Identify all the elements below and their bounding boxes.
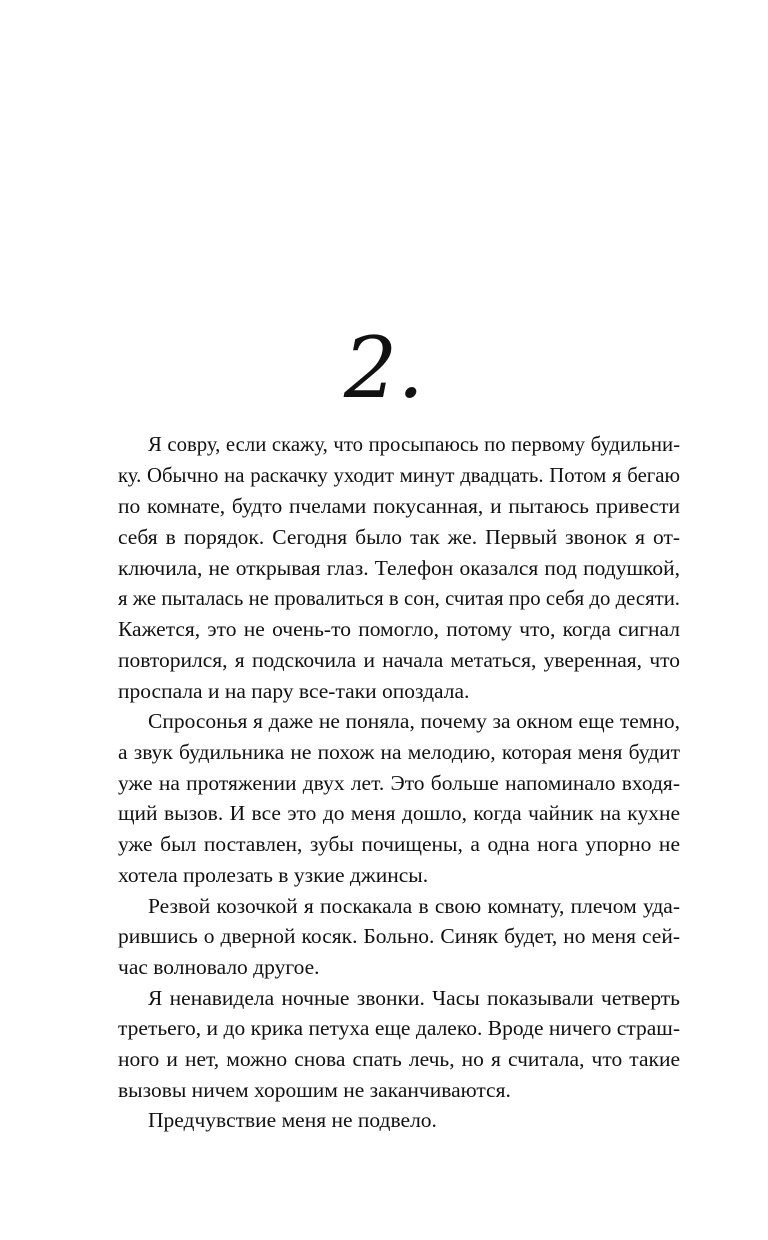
- body-text: [118, 430, 680, 1136]
- text-line: проспала и на пару все-таки опоздала.: [118, 678, 470, 703]
- text-line: ключила, не открывая глаз. Телефон оказался под подушкой,: [118, 555, 680, 580]
- text-line: уже был поставлен, зубы почищены, а одна нога упорно не: [118, 832, 680, 857]
- text-line: хотела пролезать в узкие джинсы.: [118, 862, 429, 887]
- paragraph: [118, 706, 680, 890]
- text-line: Кажется, это не очень-то помогло, потому что, когда сигнал: [118, 617, 680, 642]
- text-line: ку. Обычно на раскачку уходит минут двадцать. Потом я бегаю: [118, 464, 680, 487]
- text-line: а звук будильника не похож на мелодию, которая меня будит: [118, 740, 680, 765]
- text-line: я же пыталась не провалиться в сон, считая про себя до десяти.: [118, 587, 680, 610]
- text-line: Я ненавидела ночные звонки. Часы показывали четверть: [148, 985, 680, 1010]
- text-line: Спросонья я даже не поняла, почему за окном еще темно,: [148, 709, 680, 734]
- text-line: рившись о дверной косяк. Больно. Синяк будет, но меня сей-: [118, 924, 680, 949]
- text-line: Резвой козочкой я поскакала в свою комнату, плечом уда-: [148, 893, 680, 918]
- paragraph: [118, 430, 680, 706]
- paragraph: [118, 983, 680, 1106]
- text-line: повторился, я подскочила и начала метаться, уверенная, что: [118, 647, 680, 672]
- chapter-number: 2.: [343, 319, 425, 417]
- text-line: себя в порядок. Сегодня было так же. Первый звонок я от-: [118, 525, 680, 550]
- text-line: вызовы ничем хорошим не заканчиваются.: [118, 1077, 511, 1102]
- text-line: ного и нет, можно снова спать лечь, но я считала, что такие: [118, 1047, 680, 1072]
- text-line: третьего, и до крика петуха еще далеко. Вроде ничего страш-: [118, 1016, 680, 1041]
- text-line: щий вызов. И все это до меня дошло, когда чайник на кухне: [118, 801, 680, 826]
- text-line: Я совру, если скажу, что просыпаюсь по первому будильни-: [148, 434, 680, 456]
- text-line: час волновало другое.: [118, 954, 320, 979]
- paragraph: [118, 891, 680, 983]
- paragraph: [118, 1105, 680, 1136]
- text-line: по комнате, будто пчелами покусанная, и пытаюсь привести: [118, 494, 680, 519]
- text-line: Предчувствие меня не подвело.: [148, 1108, 437, 1133]
- text-line: уже на протяжении двух лет. Это больше напоминало входя-: [118, 770, 680, 795]
